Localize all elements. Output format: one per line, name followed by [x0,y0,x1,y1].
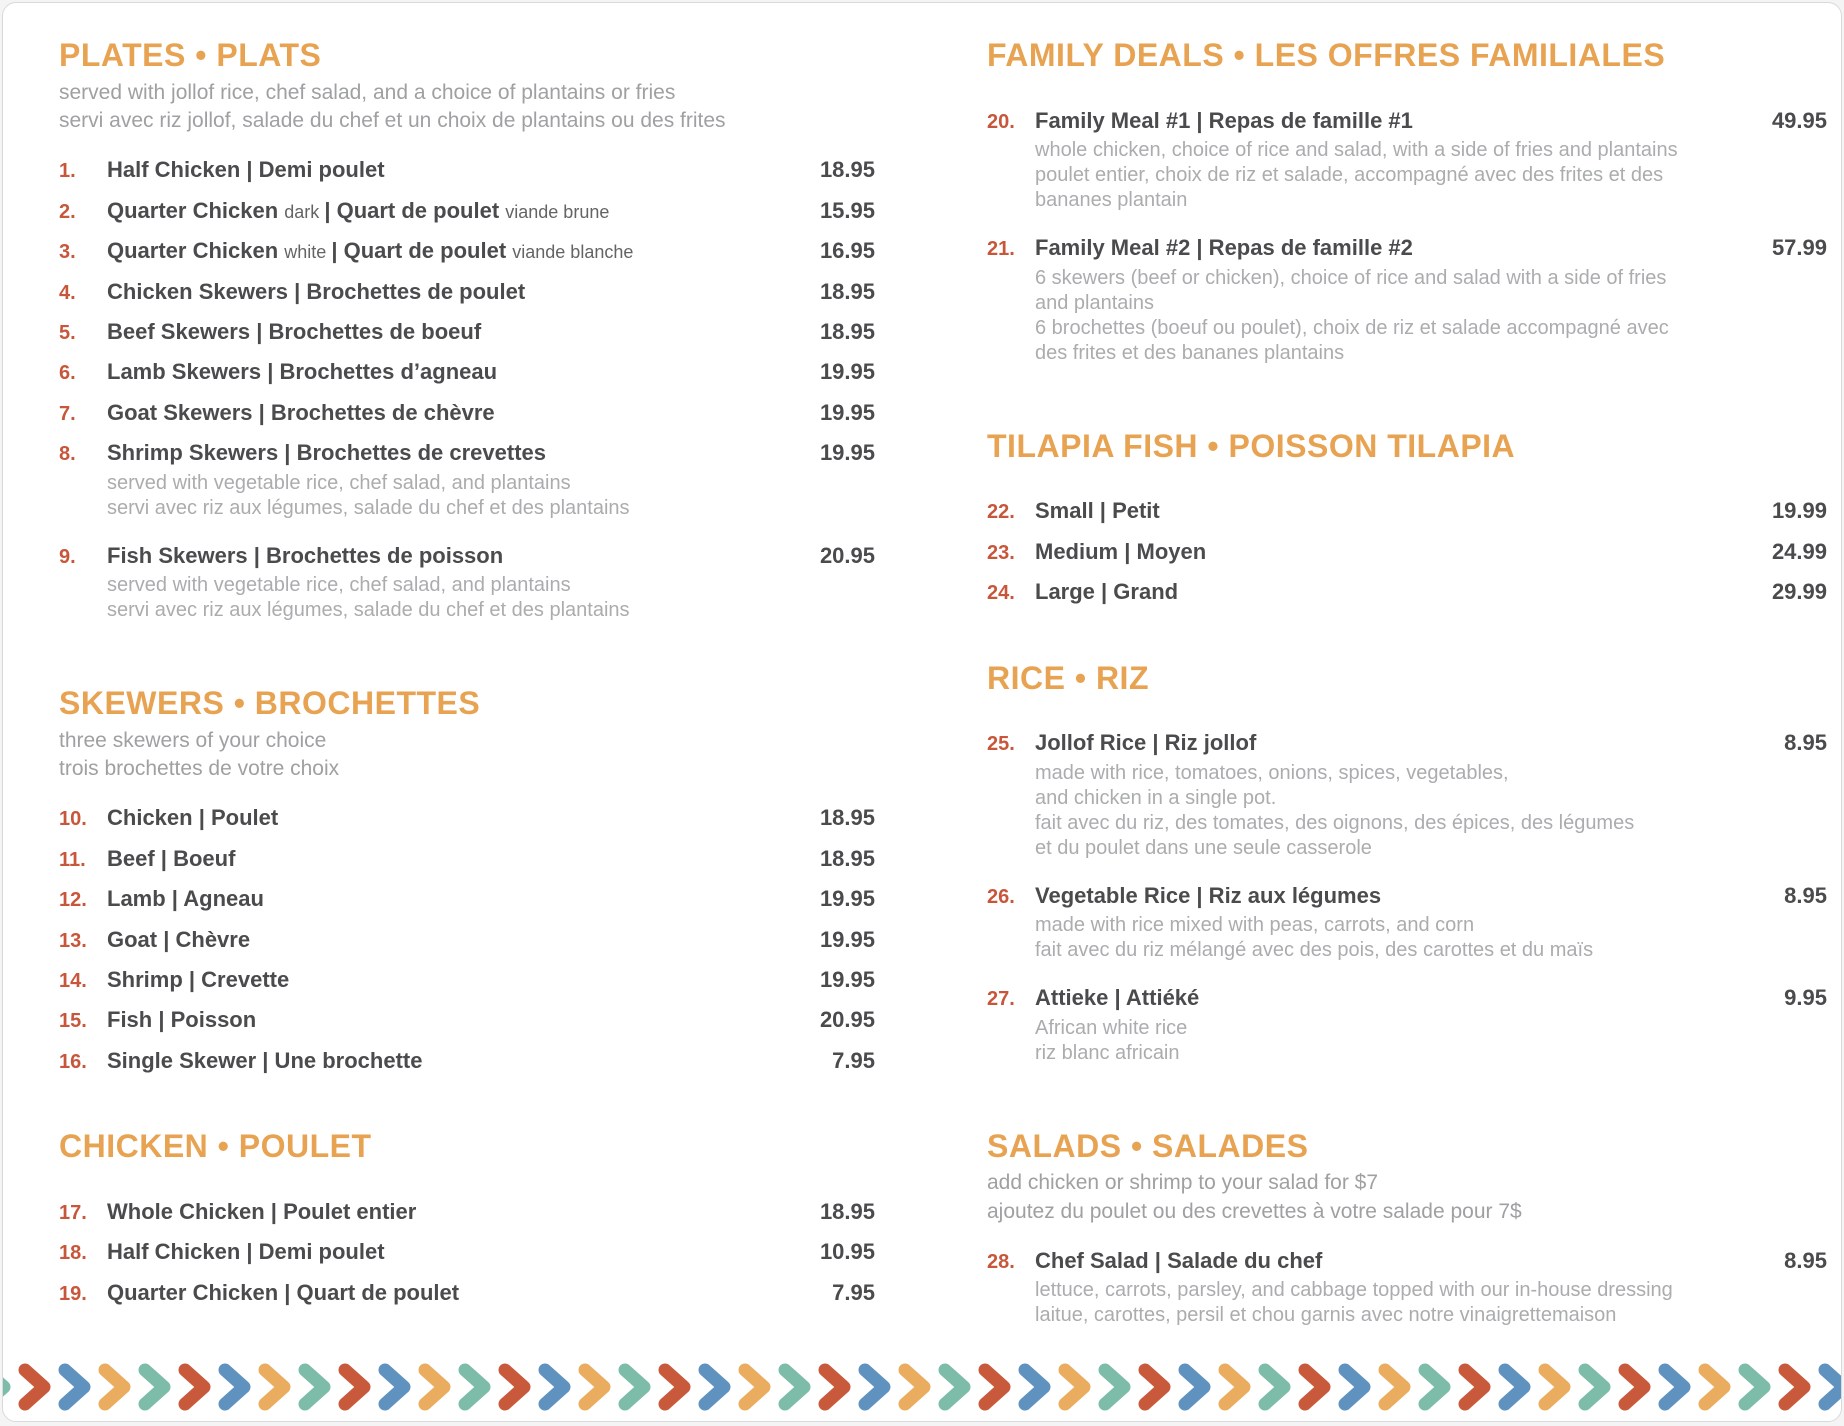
item-number: 10. [59,808,87,831]
item-number: 1. [59,160,76,183]
item-price: 57.99 [1771,235,1827,261]
item-price: 19.95 [819,440,875,466]
item-price: 18.95 [819,1199,875,1225]
item-name-segment: Chicken Skewers | Brochettes de poulet [107,278,526,304]
item-name [107,157,804,183]
menu-item [59,359,875,385]
item-description-line: fait avec du riz mélangé avec des pois, des carottes et du maïs [1035,939,1594,962]
item-price: 8.95 [1784,1248,1827,1273]
item-description-line: whole chicken, choice of rice and salad, with a side of fries and plantains [1035,139,1678,162]
item-body [1035,539,1756,565]
chevron-icon [1817,1363,1841,1411]
item-body [107,1239,804,1265]
menu-item [59,440,875,528]
item-number: 9. [59,545,76,568]
item-body [107,1280,816,1306]
item-name-segment: Whole Chicken | Poulet entier [107,1199,417,1225]
chevron-icon [217,1363,257,1411]
item-number: 7. [59,402,76,425]
item-body [107,543,804,631]
item-body [107,1007,804,1033]
chevron-icon [1417,1363,1457,1411]
item-description-line: served with vegetable rice, chef salad, and plantains [107,574,571,596]
item-body [1035,579,1756,605]
item-description-line: made with rice, tomatoes, onions, spices, vegetables, [1035,761,1509,784]
item-name-segment: Lamb Skewers | Brochettes d’agneau [107,359,498,385]
item-description [1035,266,1756,366]
chevron-icon [57,1363,97,1411]
item-body [107,238,804,264]
item-number: 17. [59,1202,87,1225]
item-price: 10.95 [819,1239,875,1265]
menu-item [59,238,875,264]
chevron-icon [1097,1363,1137,1411]
item-body [1035,1248,1768,1336]
item-name [107,846,804,872]
item-price: 8.95 [1784,882,1827,908]
item-price: 7.95 [832,1279,875,1305]
item-body [1035,235,1756,373]
item-number: 23. [987,541,1015,564]
menu-section [59,37,875,631]
menu-item [59,1048,875,1074]
item-name-segment: Beef | Boeuf [107,845,236,871]
chevron-icon [937,1363,977,1411]
item-name [1035,883,1768,909]
item-name-segment: Fish Skewers | Brochettes de poisson [107,542,504,568]
item-number: 24. [987,582,1015,605]
chevron-icon [1657,1363,1697,1411]
item-name-segment: Goat Skewers | Brochettes de chèvre [107,399,495,425]
item-price: 29.99 [1771,579,1827,605]
menu-column-left [59,37,875,1320]
item-number: 4. [59,281,76,304]
item-name [107,805,804,831]
item-name-segment: dark [284,201,325,222]
chevron-icon [1337,1363,1377,1411]
menu-item [987,1248,1827,1336]
chevron-icon [737,1363,777,1411]
section-title: SALADS • SALADES [987,1127,1309,1164]
item-description [107,471,804,521]
item-name-segment: | Quart de poulet [324,197,506,223]
menu-item [59,543,875,631]
item-price: 15.95 [819,197,875,223]
item-description-line: fait avec du riz, des tomates, des oignons, des épices, des légumes [1035,811,1635,834]
item-price: 19.99 [1771,498,1827,524]
item-body [107,279,804,305]
item-body [107,805,804,831]
section-subtitle-line: ajoutez du poulet ou des crevettes à votre salade pour 7$ [987,1199,1522,1223]
chevron-icon [697,1363,737,1411]
item-body [107,440,804,528]
chevron-icon [337,1363,377,1411]
item-body [107,967,804,993]
item-number: 3. [59,241,76,264]
item-name-segment: Large | Grand [1035,579,1179,605]
item-number: 15. [59,1010,87,1033]
menu-section [987,37,1827,374]
item-name [1035,579,1756,605]
item-price: 19.95 [819,359,875,385]
section-subtitle-line: three skewers of your choice [59,728,327,752]
item-name [1035,108,1756,134]
menu-item [59,279,875,305]
item-body [107,400,804,426]
chevron-icon [977,1363,1017,1411]
item-number: 14. [59,970,87,993]
chevron-icon [817,1363,857,1411]
item-price: 19.95 [819,926,875,952]
menu-item [987,883,1827,971]
chevron-icon [1017,1363,1057,1411]
item-number: 11. [59,848,86,871]
item-price: 18.95 [819,157,875,183]
item-name [107,927,804,953]
item-number: 27. [987,988,1015,1011]
item-name [1035,498,1756,524]
item-description-line: lettuce, carrots, parsley, and cabbage topped with our in-house dressing [1035,1279,1673,1302]
section-subtitle-line: trois brochettes de votre choix [59,757,340,781]
chevron-icon [657,1363,697,1411]
item-description [1035,761,1768,861]
chevron-border [2,1363,1841,1411]
section-title: TILAPIA FISH • POISSON TILAPIA [987,427,1516,464]
item-name [107,440,804,466]
item-price: 8.95 [1784,730,1827,756]
item-number: 28. [987,1251,1015,1273]
section-subtitle [59,727,875,784]
section-subtitle-line: add chicken or shrimp to your salad for $7 [987,1171,1379,1195]
chevron-icon [1217,1363,1257,1411]
item-number: 8. [59,443,76,466]
item-body [107,319,804,345]
item-name-segment: Quarter Chicken [107,238,285,264]
item-body [107,359,804,385]
item-name [107,279,804,305]
item-number: 6. [59,362,76,385]
item-body [107,1199,804,1225]
menu-item [987,108,1827,221]
item-number: 21. [987,238,1015,261]
item-number: 5. [59,322,76,345]
menu-section [987,660,1827,1074]
item-name [1035,1248,1768,1274]
chevron-icon [1537,1363,1577,1411]
item-description-line: bananes plantain [1035,189,1188,212]
chevron-icon [97,1363,137,1411]
item-name-segment: Quarter Chicken | Quart de poulet [107,1279,460,1305]
item-name [107,543,804,569]
item-name-segment: white [284,242,332,263]
item-name [1035,539,1756,565]
item-name [107,198,804,224]
menu-item [59,1007,875,1033]
item-description-line: laitue, carottes, persil et chou garnis avec notre vinaigrettemaison [1035,1304,1617,1327]
item-name [107,238,804,264]
item-price: 7.95 [832,1047,875,1073]
item-description-line: et du poulet dans une seule casserole [1035,836,1372,859]
item-name-segment: Medium | Moyen [1035,538,1207,564]
item-description [1035,138,1756,213]
item-body [1035,108,1756,221]
item-price: 18.95 [819,278,875,304]
chevron-icon [497,1363,537,1411]
menu-item [987,235,1827,373]
item-number: 19. [59,1282,87,1305]
menu-section [987,428,1827,606]
chevron-icon [2,1363,17,1411]
item-name-segment: viande brune [505,201,610,222]
menu-item [59,198,875,224]
chevron-icon [377,1363,417,1411]
item-name-segment: Family Meal #1 | Repas de famille #1 [1035,107,1413,133]
item-body [1035,985,1768,1073]
item-body [107,1048,816,1074]
menu-item [987,985,1827,1073]
chevron-icon [1297,1363,1337,1411]
item-number: 25. [987,733,1015,756]
item-description-line: des frites et des bananes plantains [1035,341,1345,364]
chevron-icon [1617,1363,1657,1411]
item-number: 12. [59,889,87,912]
item-price: 18.95 [819,805,875,831]
item-name-segment: Small | Petit [1035,498,1160,524]
chevron-icon [1257,1363,1297,1411]
item-name-segment: Jollof Rice | Riz jollof [1035,730,1257,756]
menu-item [59,846,875,872]
chevron-icon [457,1363,497,1411]
chevron-icon [1057,1363,1097,1411]
item-name-segment: Chef Salad | Salade du chef [1035,1248,1323,1273]
chevron-icon [1577,1363,1617,1411]
item-name [107,1007,804,1033]
menu-section [59,1128,875,1306]
item-body [1035,498,1756,524]
chevron-icon [1697,1363,1737,1411]
item-name-segment: viande blanche [512,242,634,263]
item-name-segment: Attieke | Attiéké [1035,985,1200,1011]
item-description-line: servi avec riz aux légumes, salade du chef et des plantains [107,496,630,519]
item-body [1035,730,1768,868]
menu-page [2,2,1842,1422]
menu-item [59,1199,875,1225]
item-description [1035,1016,1768,1066]
item-name [1035,730,1768,756]
item-name-segment: Fish | Poisson [107,1007,257,1033]
chevron-icon [537,1363,577,1411]
section-title: SKEWERS • BROCHETTES [59,685,481,721]
item-description [107,573,804,623]
item-description-line: riz blanc africain [1035,1041,1180,1064]
item-name-segment: Goat | Chèvre [107,926,251,952]
item-name [107,359,804,385]
item-description-line: African white rice [1035,1016,1188,1039]
section-subtitle [59,79,875,136]
section-subtitle-line: served with jollof rice, chef salad, and a choice of plantains or fries [59,80,676,104]
item-body [107,927,804,953]
item-price: 19.95 [819,399,875,425]
chevron-icon [617,1363,657,1411]
item-name [107,886,804,912]
section-title: FAMILY DEALS • LES OFFRES FAMILIALES [987,37,1666,73]
item-price: 19.95 [819,967,875,993]
chevron-icon [177,1363,217,1411]
item-price: 20.95 [819,1007,875,1033]
item-price: 49.95 [1771,107,1827,133]
item-description-line: served with vegetable rice, chef salad, and plantains [107,471,571,494]
item-name-segment: Quarter Chicken [107,197,285,223]
item-name-segment: Chicken | Poulet [107,805,279,831]
item-price: 19.95 [819,886,875,912]
item-number: 26. [987,885,1015,908]
item-name [107,400,804,426]
item-name [107,319,804,345]
section-subtitle-line: servi avec riz jollof, salade du chef et un choix de plantains ou des frites [59,109,726,133]
item-name-segment: Shrimp | Crevette [107,967,290,993]
chevron-icon [1377,1363,1417,1411]
item-price: 18.95 [819,319,875,345]
item-name-segment: Single Skewer | Une brochette [107,1047,423,1073]
menu-item [59,967,875,993]
menu-section [987,1128,1827,1337]
item-name-segment: Lamb | Agneau [107,886,264,912]
item-number: 18. [59,1242,87,1265]
item-body [107,886,804,912]
section-title: RICE • RIZ [987,659,1149,696]
item-price: 24.99 [1771,538,1827,564]
item-number: 2. [59,200,76,223]
item-number: 20. [987,110,1015,133]
section-subtitle [987,1169,1827,1226]
chevron-icon [297,1363,337,1411]
item-price: 18.95 [819,845,875,871]
item-description-line: servi avec riz aux légumes, salade du chef et des plantains [107,599,630,621]
item-name-segment: Vegetable Rice | Riz aux légumes [1035,882,1382,908]
item-description-line: 6 skewers (beef or chicken), choice of rice and salad with a side of fries [1035,266,1667,289]
item-name-segment: Half Chicken | Demi poulet [107,1239,385,1265]
menu-section [59,685,875,1074]
chevron-icon [1177,1363,1217,1411]
item-body [1035,883,1768,971]
item-description-line: 6 brochettes (boeuf ou poulet), choix de riz et salade accompagné avec [1035,316,1669,339]
chevron-icon [1497,1363,1537,1411]
menu-item [987,579,1827,605]
menu-item [59,1280,875,1306]
menu-item [59,927,875,953]
chevron-icon [17,1363,57,1411]
item-description-line: and chicken in a single pot. [1035,786,1277,809]
menu-item [59,157,875,183]
chevron-icon [1137,1363,1177,1411]
item-body [107,846,804,872]
item-description-line: poulet entier, choix de riz et salade, accompagné avec des frites et des [1035,164,1664,187]
item-name [1035,235,1756,261]
chevron-icon [577,1363,617,1411]
menu-column-right [987,37,1827,1350]
menu-item [987,730,1827,868]
item-description [1035,1278,1768,1328]
item-name [107,1239,804,1265]
item-name [107,1199,804,1225]
item-description-line: made with rice mixed with peas, carrots, and corn [1035,914,1475,937]
item-name [1035,985,1768,1011]
menu-columns [59,37,1827,1350]
item-price: 16.95 [819,238,875,264]
menu-item [59,805,875,831]
item-number: 16. [59,1050,87,1073]
item-name-segment: Shrimp Skewers | Brochettes de crevettes [107,440,547,466]
item-description-line: and plantains [1035,291,1154,314]
item-number: 22. [987,501,1015,524]
chevron-icon [857,1363,897,1411]
chevron-icon [417,1363,457,1411]
item-number: 13. [59,929,87,952]
item-name-segment: Beef Skewers | Brochettes de boeuf [107,319,482,345]
item-description [1035,913,1768,963]
section-title: CHICKEN • POULET [59,1128,372,1165]
item-price: 9.95 [1784,985,1827,1011]
menu-item [987,498,1827,524]
item-price: 20.95 [819,542,875,568]
item-name-segment: | Quart de poulet [331,238,513,264]
menu-item [59,319,875,345]
item-name-segment: Half Chicken | Demi poulet [107,157,385,183]
item-name-segment: Family Meal #2 | Repas de famille #2 [1035,235,1413,261]
chevron-icon [1777,1363,1817,1411]
item-name [107,1048,816,1074]
item-name [107,967,804,993]
menu-item [59,886,875,912]
section-title: PLATES • PLATS [59,37,322,73]
chevron-icon [897,1363,937,1411]
item-name [107,1280,816,1306]
item-body [107,157,804,183]
chevron-icon [257,1363,297,1411]
menu-item [59,400,875,426]
menu-item [987,539,1827,565]
chevron-icon [1457,1363,1497,1411]
menu-item [59,1239,875,1265]
chevron-icon [137,1363,177,1411]
chevron-icon [777,1363,817,1411]
chevron-icon [1737,1363,1777,1411]
item-body [107,198,804,224]
